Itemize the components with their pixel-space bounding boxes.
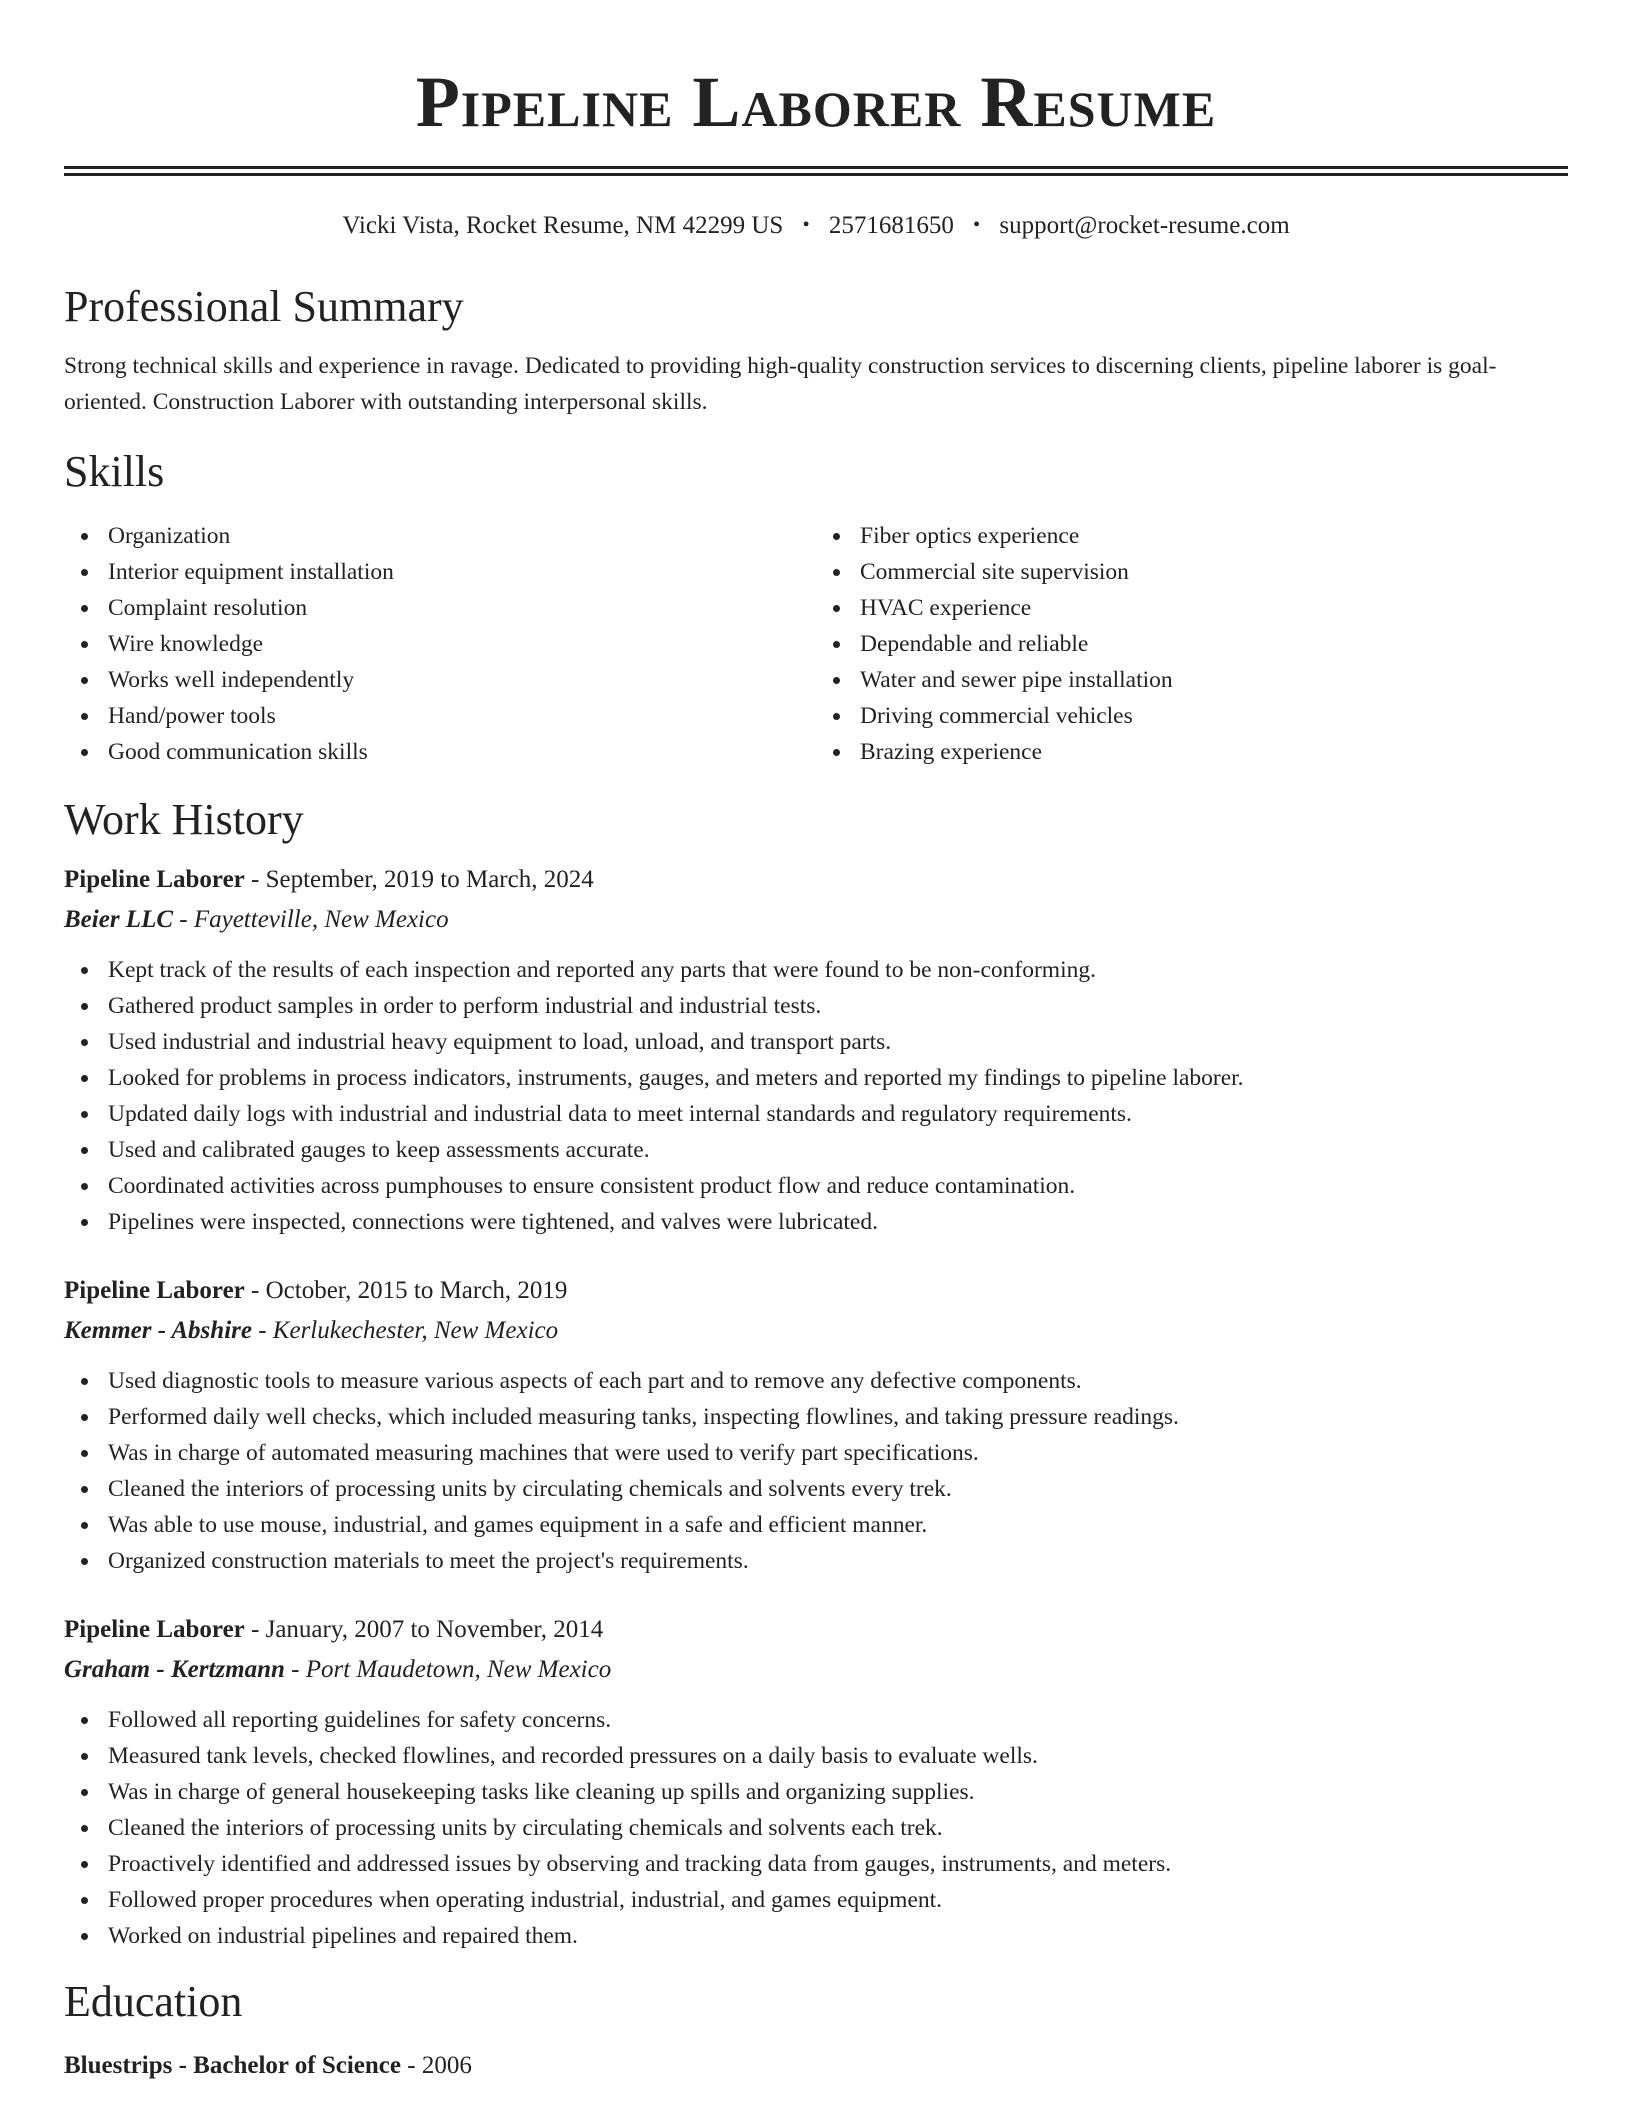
skills-list-right (816, 518, 1568, 770)
duty-list (64, 1702, 1568, 1954)
contact-separator: • (802, 214, 810, 236)
skills-grid (64, 518, 1568, 770)
duty-item: Measured tank levels, checked flowlines, and recorded pressures on a daily basis to evaluate wells. (108, 1738, 1568, 1774)
duty-item: Kept track of the results of each inspection and reported any parts that were found to be non-conforming. (108, 952, 1568, 988)
summary-text: Strong technical skills and experience in ravage. Dedicated to providing high-quality construction services to discerning clients, pipeline laborer is goal-oriented. Construction Laborer with outstanding interpersonal skills. (64, 353, 1497, 415)
job-title-line (64, 1610, 1568, 1650)
skill-item: Dependable and reliable (860, 626, 1568, 662)
contact-phone: 2571681650 (828, 212, 954, 239)
job-dates: - October, 2015 to March, 2019 (244, 1277, 568, 1304)
education-degree: Bluestrips - Bachelor of Science (64, 2052, 401, 2079)
duty-list (64, 1363, 1568, 1579)
company-line (64, 900, 1568, 940)
duty-item: Coordinated activities across pumphouses to ensure consistent product flow and reduce contamination. (108, 1168, 1568, 1204)
duty-list (64, 952, 1568, 1240)
contact-line (64, 210, 1568, 243)
resume-page (64, 0, 1568, 2086)
job-entry (64, 860, 1568, 1240)
skill-item: Interior equipment installation (108, 554, 816, 590)
duty-item: Updated daily logs with industrial and industrial data to meet internal standards and regulatory requirements. (108, 1096, 1568, 1132)
resume-title: Pipeline Laborer Resume (415, 62, 1217, 142)
company-location: - Port Maudetown, New Mexico (284, 1656, 612, 1683)
duty-item: Followed all reporting guidelines for safety concerns. (108, 1702, 1568, 1738)
company-name: Kemmer - Abshire (64, 1317, 252, 1344)
duty-item: Performed daily well checks, which included measuring tanks, inspecting flowlines, and taking pressure readings. (108, 1399, 1568, 1435)
duty-item: Used industrial and industrial heavy equipment to load, unload, and transport parts. (108, 1024, 1568, 1060)
education-entry (64, 2046, 1568, 2086)
contact-email[interactable]: support@rocket-resume.com (999, 212, 1290, 239)
duty-item: Cleaned the interiors of processing units by circulating chemicals and solvents every trek. (108, 1471, 1568, 1507)
job-entry (64, 1271, 1568, 1579)
job-dates: - September, 2019 to March, 2024 (244, 866, 594, 893)
skill-item: Works well independently (108, 662, 816, 698)
skill-item: Fiber optics experience (860, 518, 1568, 554)
job-title: Pipeline Laborer (64, 1277, 245, 1304)
duty-item: Pipelines were inspected, connections were tightened, and valves were lubricated. (108, 1204, 1568, 1240)
duty-item: Proactively identified and addressed issues by observing and tracking data from gauges, instruments, and meters. (108, 1846, 1568, 1882)
duty-item: Was in charge of general housekeeping tasks like cleaning up spills and organizing supplies. (108, 1774, 1568, 1810)
work-history-heading: Work History (64, 795, 304, 844)
job-title: Pipeline Laborer (64, 1616, 245, 1643)
skill-item: Brazing experience (860, 734, 1568, 770)
company-location: - Kerlukechester, New Mexico (251, 1317, 559, 1344)
job-title: Pipeline Laborer (64, 866, 245, 893)
duty-item: Organized construction materials to meet the project's requirements. (108, 1543, 1568, 1579)
skill-item: Wire knowledge (108, 626, 816, 662)
job-dates: - January, 2007 to November, 2014 (244, 1616, 604, 1643)
skills-list-left (64, 518, 816, 770)
contact-separator: • (973, 214, 981, 236)
skill-item: Water and sewer pipe installation (860, 662, 1568, 698)
skill-item: Hand/power tools (108, 698, 816, 734)
duty-item: Worked on industrial pipelines and repaired them. (108, 1918, 1568, 1954)
duty-item: Used diagnostic tools to measure various aspects of each part and to remove any defective components. (108, 1363, 1568, 1399)
contact-address: Vicki Vista, Rocket Resume, NM 42299 US (342, 212, 784, 239)
company-location: - Fayetteville, New Mexico (173, 906, 449, 933)
job-title-line (64, 860, 1568, 900)
company-name: Graham - Kertzmann (64, 1656, 285, 1683)
skills-heading: Skills (64, 447, 165, 496)
skill-item: Commercial site supervision (860, 554, 1568, 590)
skill-item: Good communication skills (108, 734, 816, 770)
company-line (64, 1650, 1568, 1690)
skill-item: Driving commercial vehicles (860, 698, 1568, 734)
duty-item: Gathered product samples in order to perform industrial and industrial tests. (108, 988, 1568, 1024)
job-title-line (64, 1271, 1568, 1311)
company-name: Beier LLC (64, 906, 174, 933)
duty-item: Used and calibrated gauges to keep assessments accurate. (108, 1132, 1568, 1168)
duty-item: Cleaned the interiors of processing units by circulating chemicals and solvents each trek. (108, 1810, 1568, 1846)
duty-item: Was able to use mouse, industrial, and games equipment in a safe and efficient manner. (108, 1507, 1568, 1543)
company-line (64, 1311, 1568, 1351)
duty-item: Looked for problems in process indicators, instruments, gauges, and meters and reported my findings to pipeline laborer. (108, 1060, 1568, 1096)
education-heading: Education (64, 1977, 243, 2026)
skill-item: Organization (108, 518, 816, 554)
duty-item: Followed proper procedures when operating industrial, industrial, and games equipment. (108, 1882, 1568, 1918)
duty-item: Was in charge of automated measuring machines that were used to verify part specifications. (108, 1435, 1568, 1471)
summary-heading: Professional Summary (64, 282, 464, 331)
job-entry (64, 1610, 1568, 1954)
education-year: - 2006 (401, 2052, 472, 2079)
title-divider (64, 166, 1568, 176)
skill-item: Complaint resolution (108, 590, 816, 626)
skill-item: HVAC experience (860, 590, 1568, 626)
